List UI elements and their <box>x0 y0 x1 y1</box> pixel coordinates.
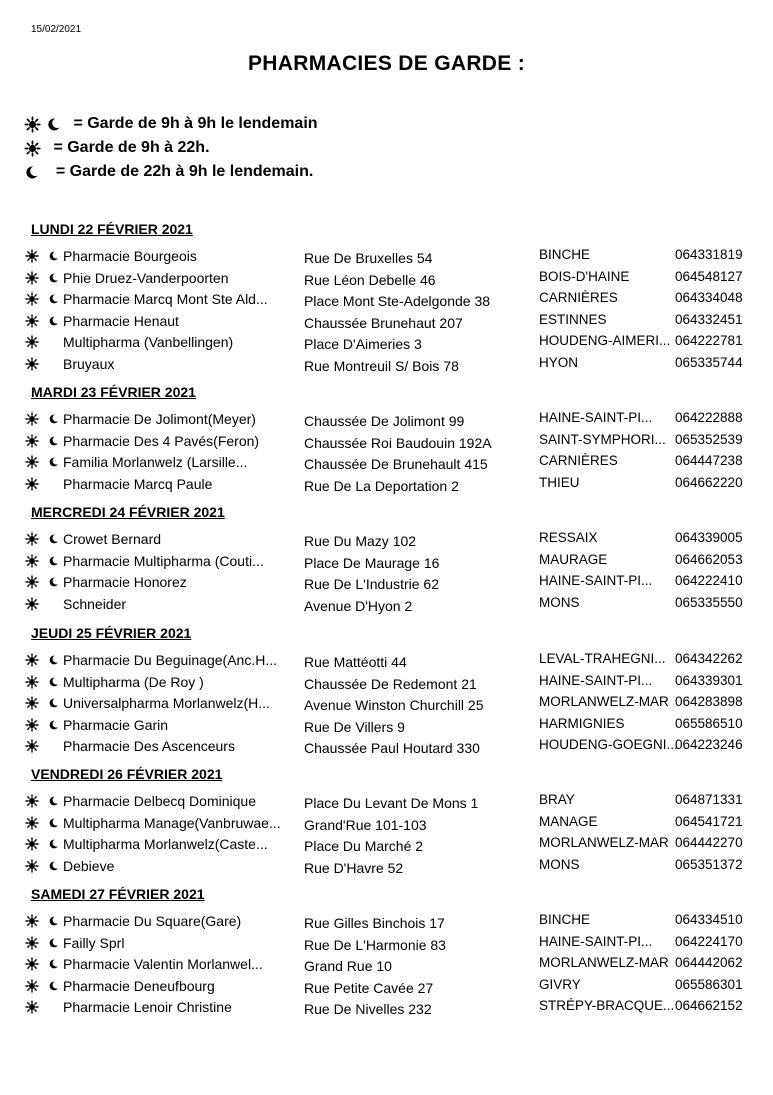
guard-icons <box>25 335 61 349</box>
guard-icons <box>25 532 61 546</box>
sun-icon <box>25 455 39 469</box>
guard-icons <box>25 412 61 426</box>
pharmacy-city: MANAGE <box>539 813 598 829</box>
sun-icon <box>25 914 39 928</box>
pharmacy-row <box>25 431 755 452</box>
pharmacy-city: BRAY <box>539 792 575 807</box>
pharmacy-name: Pharmacie Delbecq Dominique <box>63 793 256 809</box>
moon-icon <box>48 838 59 850</box>
guard-icons <box>25 739 61 753</box>
pharmacy-name: Schneider <box>63 595 127 612</box>
sun-icon <box>25 936 39 950</box>
pharmacy-address: Rue Gilles Binchois 17 <box>304 915 445 931</box>
guard-icons <box>25 837 61 851</box>
day-heading: JEUDI 25 FÉVRIER 2021 <box>31 625 192 641</box>
moon-icon <box>48 937 59 949</box>
pharmacy-address: Avenue D'Hyon 2 <box>304 597 413 614</box>
pharmacy-address: Rue Mattéotti 44 <box>304 654 407 670</box>
sun-icon <box>25 739 39 753</box>
pharmacy-name: Pharmacie Honorez <box>63 574 187 591</box>
guard-icons <box>25 816 61 830</box>
pharmacy-phone: 064224170 <box>675 933 743 949</box>
day-heading: VENDREDI 26 FÉVRIER 2021 <box>31 766 223 782</box>
pharmacy-address: Rue Léon Debelle 46 <box>304 271 436 288</box>
pharmacy-row <box>25 332 755 353</box>
guard-icons <box>25 597 61 611</box>
legend-text: = Garde de 22h à 9h le lendemain. <box>47 163 314 180</box>
pharmacy-address: Rue De L'Harmonie 83 <box>304 936 446 953</box>
guard-icons <box>25 554 61 568</box>
pharmacy-phone: 065351372 <box>675 856 743 872</box>
pharmacy-name: Pharmacie Du Beguinage(Anc.H... <box>63 652 277 668</box>
sun-icon <box>25 532 39 546</box>
pharmacy-city: RESSAIX <box>539 530 598 545</box>
guard-icons <box>25 455 61 469</box>
pharmacy-row <box>25 246 755 267</box>
pharmacy-row <box>25 834 755 855</box>
pharmacy-row <box>25 933 755 954</box>
moon-icon <box>48 958 59 970</box>
pharmacy-row <box>25 911 755 932</box>
pharmacy-city: HAINE-SAINT-PI... <box>539 573 653 589</box>
pharmacy-name: Multipharma (De Roy ) <box>63 673 204 690</box>
pharmacy-city: HOUDENG-AIMERI... <box>539 333 671 349</box>
pharmacy-row <box>25 954 755 975</box>
pharmacy-name: Failly Sprl <box>63 934 125 951</box>
pharmacy-row <box>25 813 755 834</box>
moon-icon <box>48 676 59 688</box>
pharmacy-city: THIEU <box>539 474 580 490</box>
pharmacy-row <box>25 736 755 757</box>
pharmacy-address: Place Du Marché 2 <box>304 838 424 855</box>
pharmacy-phone: 064223246 <box>675 737 743 753</box>
pharmacy-name: Universalpharma Morlanwelz(H... <box>63 695 270 712</box>
pharmacy-phone: 064222888 <box>675 410 743 425</box>
pharmacy-name: Pharmacie De Jolimont(Meyer) <box>63 411 256 427</box>
pharmacy-address: Chaussée Roi Baudouin 192A <box>304 434 492 451</box>
print-date: 15/02/2021 <box>31 24 82 35</box>
moon-icon <box>48 795 59 807</box>
guard-icons <box>25 979 61 993</box>
pharmacy-address: Grand'Rue 101-103 <box>304 816 427 833</box>
pharmacy-city: STRÉPY-BRACQUE... <box>539 998 675 1014</box>
pharmacy-name: Debieve <box>63 857 115 874</box>
day-heading: SAMEDI 27 FÉVRIER 2021 <box>31 886 205 902</box>
pharmacy-phone: 064447238 <box>675 453 743 469</box>
pharmacy-address: Chaussée De Redemont 21 <box>304 675 477 692</box>
sun-icon <box>25 314 39 328</box>
pharmacy-address: Grand Rue 10 <box>304 958 392 975</box>
legend-row-night <box>24 160 318 184</box>
pharmacy-phone: 064442270 <box>675 835 743 851</box>
pharmacy-phone: 065335550 <box>675 594 743 610</box>
pharmacy-city: HAINE-SAINT-PI... <box>539 410 653 425</box>
pharmacy-phone: 064342262 <box>675 651 743 666</box>
guard-icons <box>25 357 61 371</box>
pharmacy-city: MAURAGE <box>539 551 608 567</box>
moon-icon <box>48 860 59 872</box>
moon-icon <box>48 533 59 545</box>
pharmacy-city: HYON <box>539 355 579 370</box>
sun-icon <box>25 271 39 285</box>
pharmacy-name: Pharmacie Des 4 Pavés(Feron) <box>63 432 260 449</box>
pharmacy-phone: 064662053 <box>675 551 743 567</box>
sun-icon <box>25 653 39 667</box>
pharmacy-phone: 064222781 <box>675 333 743 349</box>
pharmacy-name: Phie Druez-Vanderpoorten <box>63 269 229 286</box>
guard-icons <box>25 936 61 950</box>
sun-icon <box>25 412 39 426</box>
pharmacy-address: Rue De L'Industrie 62 <box>304 576 439 593</box>
pharmacy-address: Rue Du Mazy 102 <box>304 533 417 549</box>
pharmacy-phone: 065586301 <box>675 976 743 992</box>
pharmacy-address: Chaussée Brunehaut 207 <box>304 314 463 331</box>
page-title: PHARMACIES DE GARDE : <box>248 52 525 75</box>
pharmacy-row <box>25 997 755 1018</box>
pharmacy-row <box>25 289 755 310</box>
pharmacy-row <box>25 409 755 430</box>
pharmacy-row <box>25 791 755 812</box>
pharmacy-city: MONS <box>539 594 580 610</box>
sun-icon <box>25 477 39 491</box>
pharmacy-address: Chaussée De Jolimont 99 <box>304 413 465 429</box>
pharmacy-row <box>25 311 755 332</box>
pharmacy-phone: 064442062 <box>675 955 743 971</box>
sun-icon <box>25 859 39 873</box>
guard-icons <box>25 653 61 667</box>
pharmacy-city: GIVRY <box>539 976 581 992</box>
pharmacy-address: Place De Maurage 16 <box>304 554 440 571</box>
sun-icon <box>25 575 39 589</box>
moon-icon <box>46 117 61 132</box>
pharmacy-phone: 065352539 <box>675 431 743 447</box>
sun-icon <box>25 292 39 306</box>
sun-icon <box>25 718 39 732</box>
pharmacy-name: Pharmacie Valentin Morlanwel... <box>63 956 263 973</box>
pharmacy-phone: 064334048 <box>675 290 743 306</box>
pharmacy-row <box>25 715 755 736</box>
sun-icon <box>25 335 39 349</box>
pharmacy-name: Multipharma (Vanbellingen) <box>63 334 234 351</box>
moon-icon <box>48 980 59 992</box>
pharmacy-phone: 064339005 <box>675 530 743 545</box>
pharmacy-phone: 064222410 <box>675 573 743 589</box>
pharmacy-city: BINCHE <box>539 247 591 262</box>
pharmacy-city: HOUDENG-GOEGNI... <box>539 737 678 753</box>
guard-icons <box>25 696 61 710</box>
pharmacy-city: MORLANWELZ-MAR <box>539 835 669 851</box>
pharmacy-row <box>25 572 755 593</box>
pharmacy-phone: 064334510 <box>675 912 743 927</box>
sun-icon <box>25 696 39 710</box>
guard-icons <box>25 434 61 448</box>
legend <box>24 112 318 184</box>
moon-icon <box>48 576 59 588</box>
pharmacy-phone: 064662220 <box>675 474 743 490</box>
moon-icon <box>48 697 59 709</box>
guard-icons <box>25 477 61 491</box>
moon-icon <box>48 456 59 468</box>
pharmacy-city: MORLANWELZ-MAR <box>539 694 669 710</box>
pharmacy-city: CARNIÈRES <box>539 453 618 469</box>
pharmacy-address: Rue Petite Cavée 27 <box>304 979 434 996</box>
pharmacy-name: Pharmacie Des Ascenceurs <box>63 738 235 755</box>
sun-icon <box>25 816 39 830</box>
pharmacy-name: Pharmacie Bourgeois <box>63 248 197 264</box>
pharmacy-phone: 064283898 <box>675 694 743 710</box>
pharmacy-city: HAINE-SAINT-PI... <box>539 933 653 949</box>
day-heading: MARDI 23 FÉVRIER 2021 <box>31 384 196 400</box>
pharmacy-city: MONS <box>539 856 580 872</box>
pharmacy-name: Bruyaux <box>63 356 115 372</box>
pharmacy-address: Rue D'Havre 52 <box>304 859 404 876</box>
guard-icons <box>25 292 61 306</box>
pharmacy-city: BINCHE <box>539 912 591 927</box>
pharmacy-row <box>25 672 755 693</box>
pharmacy-phone: 065335744 <box>675 355 743 370</box>
pharmacy-city: HARMIGNIES <box>539 715 625 731</box>
pharmacy-address: Rue De Villers 9 <box>304 718 405 735</box>
pharmacy-address: Rue De La Deportation 2 <box>304 477 459 494</box>
pharmacy-name: Pharmacie Henaut <box>63 312 179 329</box>
moon-icon <box>48 719 59 731</box>
sun-icon <box>25 554 39 568</box>
pharmacy-address: Chaussée Paul Houtard 330 <box>304 740 480 757</box>
sun-icon <box>25 357 39 371</box>
moon-icon <box>48 654 59 666</box>
pharmacy-city: SAINT-SYMPHORI... <box>539 431 666 447</box>
pharmacy-city: MORLANWELZ-MAR <box>539 955 669 971</box>
sun-icon <box>25 979 39 993</box>
pharmacy-row <box>25 856 755 877</box>
guard-icons <box>25 859 61 873</box>
pharmacy-phone: 064662152 <box>675 998 743 1014</box>
guard-icons <box>25 718 61 732</box>
guard-icons <box>25 575 61 589</box>
day-heading: MERCREDI 24 FÉVRIER 2021 <box>31 504 225 520</box>
pharmacy-name: Pharmacie Lenoir Christine <box>63 999 232 1016</box>
pharmacy-name: Multipharma Manage(Vanbruwae... <box>63 814 281 831</box>
pharmacy-row <box>25 551 755 572</box>
guard-icons <box>25 249 61 263</box>
pharmacy-row <box>25 693 755 714</box>
day-heading: LUNDI 22 FÉVRIER 2021 <box>31 221 193 237</box>
pharmacy-row <box>25 650 755 671</box>
pharmacy-address: Avenue Winston Churchill 25 <box>304 697 484 714</box>
pharmacy-name: Pharmacie Garin <box>63 716 169 733</box>
pharmacy-phone: 064332451 <box>675 311 743 327</box>
pharmacy-address: Rue De Nivelles 232 <box>304 1001 432 1018</box>
pharmacy-phone: 064541721 <box>675 813 743 829</box>
pharmacy-address: Rue Montreuil S/ Bois 78 <box>304 358 459 374</box>
pharmacy-name: Pharmacie Marcq Mont Ste Ald... <box>63 291 268 308</box>
sun-icon <box>25 837 39 851</box>
legend-row-24h <box>24 112 318 136</box>
sun-icon <box>25 794 39 808</box>
sun-icon <box>25 675 39 689</box>
pharmacy-phone: 064339301 <box>675 672 743 688</box>
sun-icon <box>24 116 41 133</box>
sun-icon <box>25 1000 39 1014</box>
pharmacy-address: Place Du Levant De Mons 1 <box>304 795 479 811</box>
pharmacy-phone: 064331819 <box>675 247 743 262</box>
guard-icons <box>25 794 61 808</box>
pharmacy-address: Place D'Aimeries 3 <box>304 336 422 353</box>
moon-icon <box>48 817 59 829</box>
sun-icon <box>24 140 41 157</box>
pharmacy-row <box>25 354 755 375</box>
moon-icon <box>48 293 59 305</box>
pharmacy-row <box>25 268 755 289</box>
pharmacy-name: Crowet Bernard <box>63 531 162 547</box>
pharmacy-row <box>25 529 755 550</box>
moon-icon <box>48 555 59 567</box>
pharmacy-city: HAINE-SAINT-PI... <box>539 672 653 688</box>
pharmacy-city: CARNIÈRES <box>539 290 618 306</box>
moon-icon <box>48 250 59 262</box>
pharmacy-name: Pharmacie Multipharma (Couti... <box>63 552 264 569</box>
legend-text: = Garde de 9h à 9h le lendemain <box>69 115 318 132</box>
moon-icon <box>48 315 59 327</box>
pharmacy-row <box>25 594 755 615</box>
moon-icon <box>48 915 59 927</box>
pharmacy-phone: 064548127 <box>675 268 743 284</box>
guard-icons <box>25 914 61 928</box>
sun-icon <box>25 957 39 971</box>
pharmacy-phone: 064871331 <box>675 792 743 807</box>
guard-icons <box>25 314 61 328</box>
pharmacy-name: Familia Morlanwelz (Larsille... <box>63 454 248 471</box>
moon-icon <box>24 165 39 180</box>
moon-icon <box>48 413 59 425</box>
guard-icons <box>25 1000 61 1014</box>
guard-icons <box>25 675 61 689</box>
pharmacy-name: Pharmacie Du Square(Gare) <box>63 913 242 929</box>
moon-icon <box>48 435 59 447</box>
sun-icon <box>25 597 39 611</box>
pharmacy-row <box>25 452 755 473</box>
pharmacy-name: Multipharma Morlanwelz(Caste... <box>63 836 268 853</box>
guard-icons <box>25 957 61 971</box>
pharmacy-name: Pharmacie Marcq Paule <box>63 475 213 492</box>
pharmacy-city: LEVAL-TRAHEGNI... <box>539 651 666 666</box>
pharmacy-phone: 065586510 <box>675 715 743 731</box>
sun-icon <box>25 249 39 263</box>
pharmacy-address: Chaussée De Brunehault 415 <box>304 456 488 473</box>
pharmacy-name: Pharmacie Deneufbourg <box>63 977 215 994</box>
legend-row-day <box>24 136 318 160</box>
pharmacy-row <box>25 976 755 997</box>
pharmacy-address: Rue De Bruxelles 54 <box>304 250 433 266</box>
pharmacy-row <box>25 474 755 495</box>
legend-text: = Garde de 9h à 22h. <box>49 139 210 156</box>
pharmacy-city: BOIS-D'HAINE <box>539 268 630 284</box>
sun-icon <box>25 434 39 448</box>
moon-icon <box>48 272 59 284</box>
guard-icons <box>25 271 61 285</box>
pharmacy-city: ESTINNES <box>539 311 607 327</box>
pharmacy-address: Place Mont Ste-Adelgonde 38 <box>304 293 491 310</box>
